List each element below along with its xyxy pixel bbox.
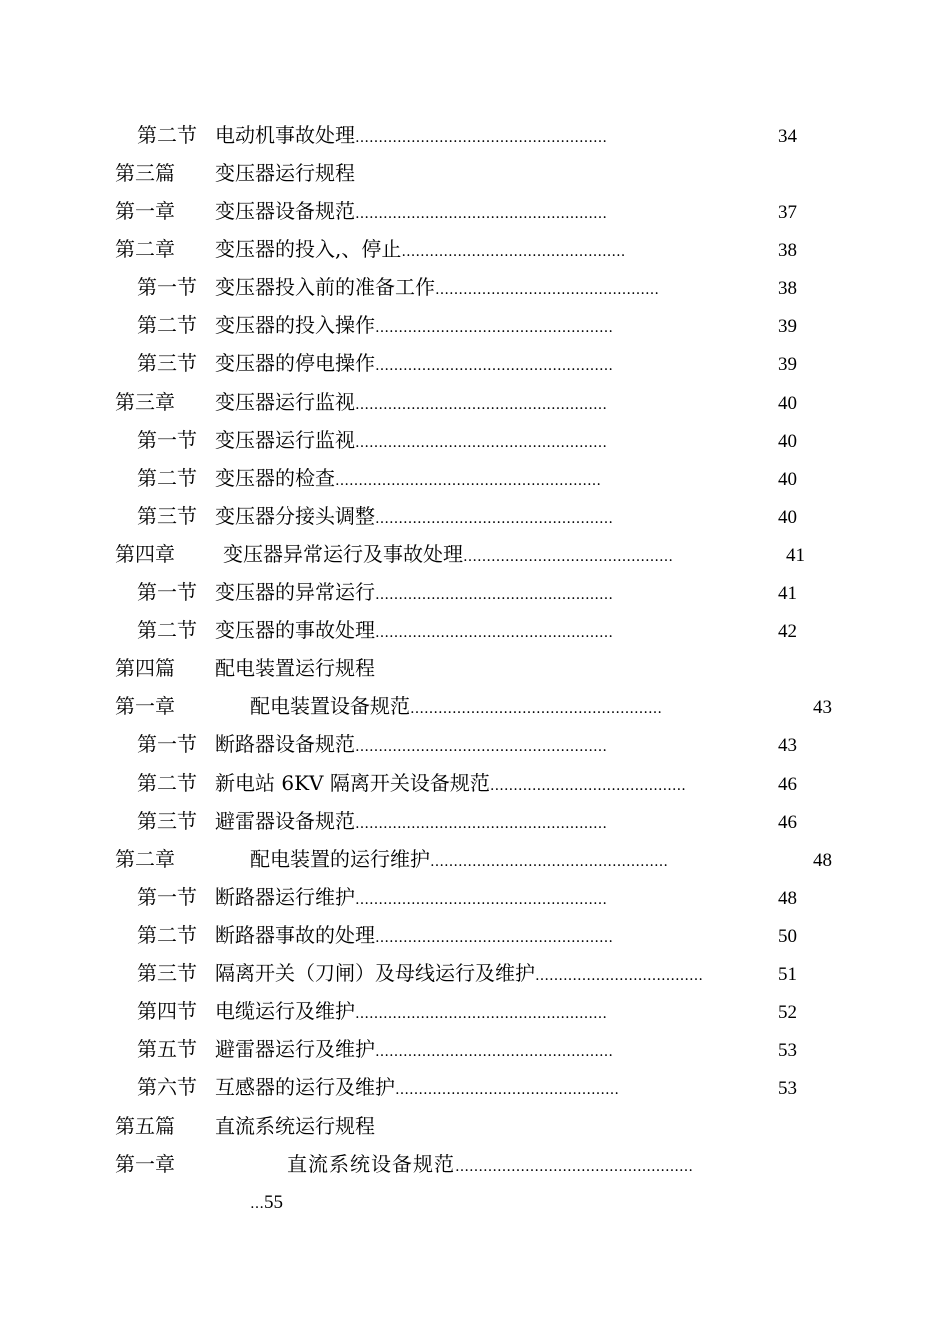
toc-entry — [115, 844, 832, 874]
toc-entry-leader: …………………………………………… — [375, 625, 613, 641]
toc-entry-leader: …………………………………………… — [375, 358, 613, 374]
toc-entry-title: 变压器分接头调整 — [215, 504, 375, 528]
toc-entry — [137, 996, 797, 1026]
toc-entry-leader: ………………………………………… — [395, 1082, 619, 1098]
toc-entry-label: 第二节 — [137, 123, 197, 147]
toc-entry-label: 第三节 — [137, 504, 197, 528]
toc-entry — [137, 310, 797, 340]
toc-entry-leader: ……………………………………………… — [355, 130, 607, 146]
toc-entry — [115, 1111, 795, 1141]
toc-entry-title: 直流系统运行规程 — [215, 1114, 375, 1138]
toc-entry-continuation — [250, 1188, 370, 1218]
toc-entry — [137, 501, 797, 531]
toc-entry — [115, 539, 805, 569]
toc-entry-label: 第四章 — [115, 542, 175, 566]
toc-entry-label: 第二节 — [137, 466, 197, 490]
toc-entry-page: 40 — [778, 469, 797, 490]
toc-entry-label: 第五节 — [137, 1037, 197, 1061]
toc-entry-leader: ……………………………………………… — [355, 739, 607, 755]
toc-entry — [137, 1034, 797, 1064]
toc-entry-page: 53 — [778, 1040, 797, 1061]
toc-entry-page: 41 — [786, 545, 805, 566]
toc-entry-label: 第一节 — [137, 428, 197, 452]
toc-entry-leader: …………………………………… — [489, 778, 686, 794]
toc-entry-title: 变压器设备规范 — [215, 199, 355, 223]
toc-entry — [115, 691, 832, 721]
toc-entry-label: 第二章 — [115, 237, 175, 261]
toc-entry-page: 46 — [778, 774, 797, 795]
toc-entry-leader: ………………………………………… — [435, 282, 659, 298]
toc-entry — [137, 615, 797, 645]
toc-entry-leader: ………………………………………………… — [335, 473, 601, 489]
toc-entry-page: 46 — [778, 812, 797, 833]
toc-entry-page: 40 — [778, 507, 797, 528]
toc-entry — [137, 463, 797, 493]
toc-entry-label: 第二节 — [137, 923, 197, 947]
toc-entry-label: 第三节 — [137, 961, 197, 985]
toc-entry-leader: ……………………………………… — [463, 549, 673, 565]
toc-entry-title: 配电装置的运行维护 — [250, 847, 430, 871]
toc-entry-page: 52 — [778, 1002, 797, 1023]
toc-entry-title: 变压器运行监视 — [215, 390, 355, 414]
toc-entry-title: 避雷器设备规范 — [215, 809, 355, 833]
toc-entry-title: 变压器的检查 — [215, 466, 335, 490]
toc-entry-leader: ……………………………………………… — [355, 1006, 607, 1022]
toc-entry-label: 第六节 — [137, 1075, 197, 1099]
toc-entry-label: 第二节 — [137, 618, 197, 642]
toc-entry-title: 变压器的投入操作 — [215, 313, 375, 337]
toc-entry-label: 第一章 — [115, 694, 175, 718]
toc-entry-label: 第一节 — [137, 580, 197, 604]
toc-entry-page: 48 — [813, 850, 832, 871]
toc-entry — [137, 729, 797, 759]
toc-entry-label: 第二节 — [137, 771, 197, 795]
toc-entry-title: 变压器的事故处理 — [215, 618, 375, 642]
toc-entry-leader: …………………………………………… — [375, 930, 613, 946]
toc-entry-title: 电动机事故处理 — [215, 123, 355, 147]
toc-entry-title: 断路器设备规范 — [215, 732, 355, 756]
toc-entry-label: 第一章 — [115, 199, 175, 223]
toc-entry-page: 51 — [778, 964, 797, 985]
toc-entry-label: 第一章 — [115, 1152, 175, 1176]
toc-entry — [137, 348, 797, 378]
toc-entry-page: 39 — [778, 354, 797, 375]
toc-entry-label: 第五篇 — [115, 1114, 175, 1138]
toc-entry-title: 互感器的运行及维护 — [215, 1075, 395, 1099]
toc-entry-page: 38 — [778, 278, 797, 299]
toc-entry-leader: …………………………………………… — [375, 587, 613, 603]
toc-entry-page: 48 — [778, 888, 797, 909]
toc-entry-leader: … — [250, 1196, 264, 1212]
toc-entry-title: 电缆运行及维护 — [215, 999, 355, 1023]
toc-entry-label: 第一节 — [137, 732, 197, 756]
toc-entry-label: 第三章 — [115, 390, 175, 414]
toc-entry-title: 变压器的投入,、停止 — [215, 237, 402, 261]
toc-entry-leader: ……………………………………………… — [355, 206, 607, 222]
toc-entry-page: 39 — [778, 316, 797, 337]
toc-entry — [115, 158, 795, 188]
toc-entry — [137, 272, 797, 302]
toc-entry — [137, 806, 797, 836]
toc-entry-title: 变压器投入前的准备工作 — [215, 275, 435, 299]
toc-entry-label: 第一节 — [137, 275, 197, 299]
toc-entry-leader: ……………………………………………… — [355, 435, 607, 451]
toc-entry-leader: ……………………………… — [535, 968, 703, 984]
toc-entry-leader: …………………………………………… — [375, 320, 613, 336]
toc-entry-label: 第三节 — [137, 351, 197, 375]
toc-entry — [137, 882, 797, 912]
toc-entry-title: 配电装置设备规范 — [250, 694, 410, 718]
toc-entry-title: 新电站 6KV 隔离开关设备规范 — [215, 771, 490, 795]
toc-entry-page: 55 — [264, 1192, 283, 1213]
toc-entry-leader: ……………………………………………… — [355, 816, 607, 832]
toc-entry-leader: ………………………………………… — [401, 244, 626, 260]
toc-entry-page: 41 — [778, 583, 797, 604]
toc-entry — [137, 920, 797, 950]
toc-entry-page: 42 — [778, 621, 797, 642]
toc-entry-page: 40 — [778, 431, 797, 452]
toc-entry-label: 第三篇 — [115, 161, 175, 185]
toc-entry — [115, 234, 797, 264]
toc-entry — [137, 120, 797, 150]
toc-entry-title: 变压器的异常运行 — [215, 580, 375, 604]
toc-entry-title: 隔离开关（刀闸）及母线运行及维护 — [215, 961, 535, 985]
toc-entry-leader: ……………………………………………… — [355, 397, 607, 413]
toc-entry-page: 40 — [778, 393, 797, 414]
toc-entry — [115, 196, 797, 226]
toc-entry-label: 第三节 — [137, 809, 197, 833]
toc-entry-title: 断路器运行维护 — [215, 885, 355, 909]
toc-entry-page: 43 — [813, 697, 832, 718]
toc-entry-leader: …………………………………………… — [375, 1044, 613, 1060]
toc-entry-leader: …………………………………………… — [455, 1159, 693, 1175]
toc-entry-title: 变压器的停电操作 — [215, 351, 375, 375]
toc-entry-title: 变压器运行规程 — [215, 161, 355, 185]
toc-entry — [137, 768, 797, 798]
toc-entry-page: 50 — [778, 926, 797, 947]
toc-entry — [137, 425, 797, 455]
toc-entry-label: 第四节 — [137, 999, 197, 1023]
toc-entry-page: 37 — [778, 202, 797, 223]
toc-entry-title: 变压器异常运行及事故处理 — [223, 542, 463, 566]
toc-entry-title: 断路器事故的处理 — [215, 923, 375, 947]
toc-entry-label: 第二节 — [137, 313, 197, 337]
toc-entry-label: 第一节 — [137, 885, 197, 909]
toc-entry — [137, 577, 797, 607]
toc-entry-title: 直流系统设备规范 — [287, 1152, 455, 1176]
toc-entry-page: 43 — [778, 735, 797, 756]
toc-entry-leader: ……………………………………………… — [355, 892, 607, 908]
toc-entry — [137, 1072, 797, 1102]
toc-entry-page: 34 — [778, 126, 797, 147]
toc-entry — [137, 958, 797, 988]
toc-entry-label: 第二章 — [115, 847, 175, 871]
toc-entry-title: 配电装置运行规程 — [215, 656, 375, 680]
toc-entry-page: 53 — [778, 1078, 797, 1099]
toc-entry — [115, 653, 795, 683]
toc-entry-leader: …………………………………………… — [430, 854, 668, 870]
toc-entry-label: 第四篇 — [115, 656, 175, 680]
toc-entry — [115, 1149, 838, 1179]
toc-entry-title: 避雷器运行及维护 — [215, 1037, 375, 1061]
toc-entry-leader: …………………………………………… — [375, 511, 613, 527]
toc-entry-page: 38 — [778, 240, 797, 261]
toc-entry-title: 变压器运行监视 — [215, 428, 355, 452]
toc-entry — [115, 387, 797, 417]
toc-entry-leader: ……………………………………………… — [410, 701, 662, 717]
